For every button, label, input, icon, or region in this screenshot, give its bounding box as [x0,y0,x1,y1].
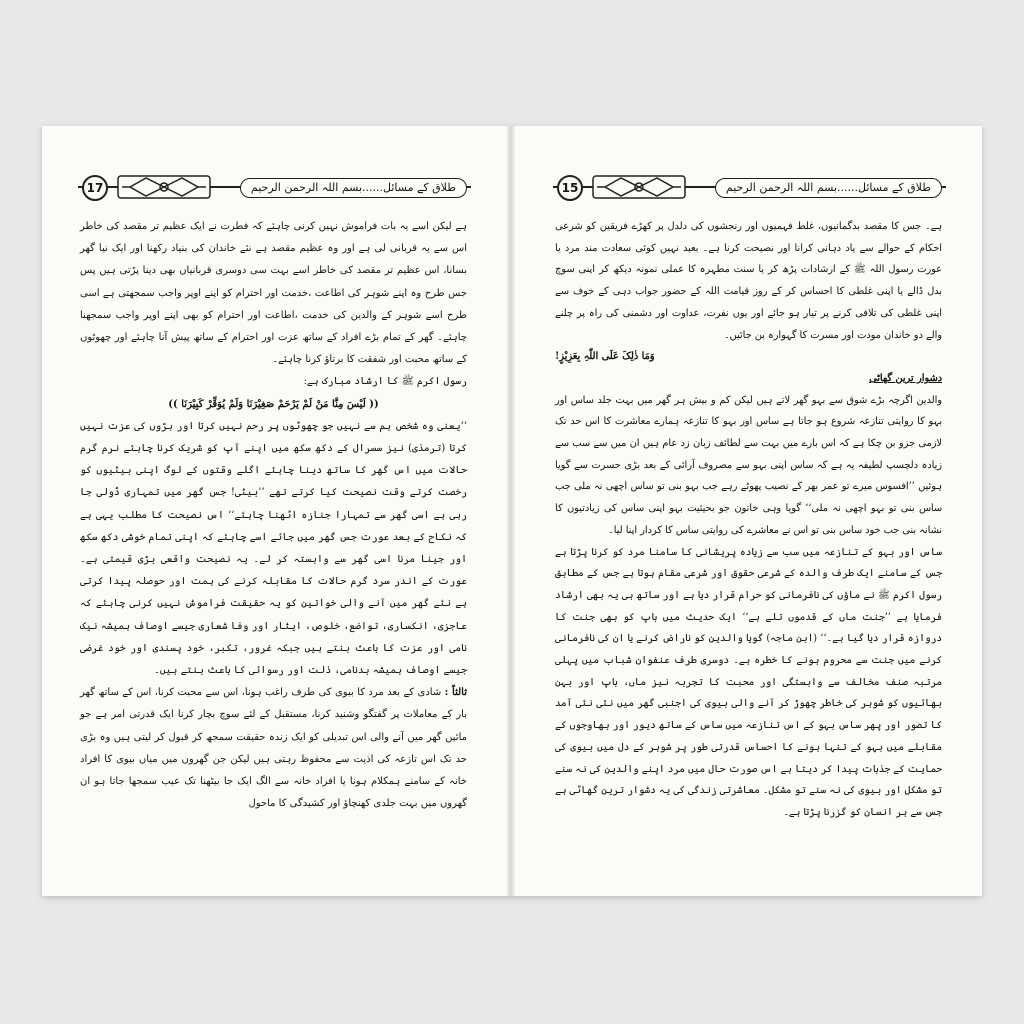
book-spread [42,126,982,896]
paragraph: ہے۔ جس کا مقصد بدگمانیوں، غلط فہمیوں اور رنجشوں کی دلدل پر کھڑے فریقین کو شرعی احکام کے حوالے سے یاد دہانی کرانا اور نصیحت کرنا ہے۔ بعید نہیں کوئی سعادت مند مرد یا عورت رسول اللہ ﷺ کے ارشادات پڑھ کر یا سنت مطہرہ کا عملی نمونہ دیکھ کر اپنی سوچ بدل ڈالے یا اپنی غلطی کا احساس کر کے روز قیامت اللہ کے حضور جواب دہی کے خوف سے اپنی غلطی کی تلافی کرنے پر تیار ہو جائے اور یوں نفرت، عداوت اور دشمنی کی راہ پر چلنے والے دو خاندان مودت اور مسرت کا گہوارہ بن جائیں۔ [555,221,942,341]
right-page [517,126,982,896]
page-header [553,172,946,204]
header-ornament-icon [110,172,218,202]
paragraph: والدین اگرچہ بڑے شوق سے بہو گھر لاتے ہیں لیکن کم و بیش ہر گھر میں بہت جلد ساس اور بہو کا روایتی تنازعہ شروع ہو جاتا ہے ساس اور بہو کا تنازعہ ہمارے معاشرت کا اس حد تک لازمی جزو بن چکا ہے کہ اس بارے میں بہت سے لطائف زبان زد عام ہیں ان میں سے سب سے زیادہ دلچسپ لطیفہ یہ ہے کہ ساس اپنی بہو سے مصروف آرائی کے بعد بڑی حسرت سے گویا ہوئیں ’’افسوس میرے تو عمر بھر کے نصیب پھوٹے رہے جب بہو بنی تو ساس اچھی نہ ملی جب ساس بنی تو بہو اچھی نہ ملی‘‘ گویا وہی خاتون جو بحیثیت بہو اپنی ساس کی زیادتیوں کا نشانہ بنی جب خود ساس بنی تو اس نے معاشرے کی روایتی ساس کا کردار اپنا لیا۔ [555,394,942,536]
section-paragraph [80,682,467,815]
header-title: طلاق کے مسائل......بسم اللہ الرحمن الرحیم [715,178,942,198]
paragraph: ہے لیکن اسے یہ بات فراموش نہیں کرنی چاہئے کہ فطرت نے ایک عظیم تر مقصد کی خاطر اس سے یہ قربانی لی ہے اور وہ عظیم مقصد ہے نئے خاندان کی بنیاد رکھنا اور ایک نیا گھر بسانا، اس عظیم تر مقصد کی خاطر اسے بہت سی دوسری قربانیاں بھی دینا پڑتی ہیں پس جس طرح وہ اپنے شوہر کی اطاعت ،خدمت اور احترام کو اپنے اوپر واجب سمجھتی ہے اسی طرح اسے شوہر کے والدین کی خدمت ،اطاعت اور احترام کو بھی اپنے اوپر واجب سمجھنا چاہئے۔ گھر کے تمام بڑے افراد کے ساتھ عزت اور احترام کے ساتھ پیش آنا چاہئے اور چھوٹوں کے ساتھ محبت اور شفقت کا برتاؤ کرنا چاہئے۔ [80,221,467,366]
left-page [42,126,507,896]
paragraph: ’’یعنی وہ شخص ہم سے نہیں جو چھوٹوں پر رحم نہیں کرتا اور بڑوں کی عزت نہیں کرتا (ترمذی) نیز سسرال کے دکھ سکھ میں اپنے آپ کو شریک کرنا چاہئے نرم گرم حالات میں اس گھر کا ساتھ دینا چاہئے اگلے وقتوں کے لوگ اپنی بیٹیوں کو رخصت کرتے وقت نصیحت کیا کرتے تھے ’’بیٹی! جس گھر میں تمہاری ڈولی جا رہی ہے اسی گھر سے تمہارا جنازہ اٹھنا چاہئے‘‘ اس نصیحت کا مطلب یہی ہے کہ نکاح کے بعد عورت جس گھر میں جائے اسے چاہئے کہ اپنی تمام خوشی دکھ سکھ اور جینا مرنا اسی گھر سے وابستہ کر لے۔ یہ نصیحت واقعی بڑی قیمتی ہے۔ عورت کے اندر سرد گرم حالات کا مقابلہ کرنے کی ہمت اور حوصلہ پیدا کرتی ہے نئے گھر میں آنے والی خواتین کو یہ حقیقت فراموش نہیں کرنی چاہئے کہ عاجزی، انکساری، تواضع، خلوص، ایثار اور وفا شعاری جیسے اوصاف ہمیشہ نیک نامی اور عزت کا باعث بنتے ہیں جبکہ غرور، تکبر، خود پسندی اور خود غرضی جیسے اوصاف ہمیشہ بدنامی، ذلت اور رسوائی کا باعث بنتے ہیں۔ [80,420,467,677]
arabic-hadith-quote: (( لَیْسَ مِنَّا مَنْ لَمْ یَرْحَمْ صَغِیْرَنَا وَلَمْ یُوَقِّرْ کَبِیْرَنَا )) [168,398,379,410]
header-ornament-icon [585,172,693,202]
page-number: 15 [557,175,583,201]
page-body [555,216,942,836]
paragraph: ساس اور بہو کے تنازعہ میں سب سے زیادہ پریشانی کا سامنا مرد کو کرنا پڑتا ہے جس کے سامنے ایک طرف والدہ کے شرعی حقوق اور شرعی مقام ہوتا ہے جس کے مطابق رسول اکرم ﷺ نے ماؤں کی نافرمانی کو حرام قرار دیا ہے اور ساتھ ہی یہ بھی ارشاد فرمایا ہے ’’جنت ماں کے قدموں تلے ہے‘‘ ایک حدیث میں باپ کو بھی جنت کا دروازہ قرار دیا گیا ہے۔‘‘ (ابن ماجہ) گویا والدین کو ناراض کرنے یا ان کی نافرمانی کرنے میں جنت سے محروم ہونے کا خطرہ ہے۔ دوسری طرف عنفوان شباب میں پہلی مرتبہ صنف مخالف سے وابستگی اور محبت کا تجربہ نیز ماں، باپ اور بہن بھائیوں کو شوہر کی خاطر چھوڑ کر آنے والی بیوی کی اجنبی گھر میں نئی نئی آمد کا تصور اور پھر ساس بہو کے اس تنازعہ میں ساس کے ساتھ دیور اور بھاوجوں کے مقابلے میں بہو کے تنہا ہونے کا احساس قدرتی طور پر شوہر کے دل میں بیوی کی حمایت کے جذبات پیدا کر دیتا ہے اس صورت حال میں مرد اپنے والدین کی نہ سنے تو مشکل اور بیوی کی نہ سنے تو مشکل۔ معاشرتی زندگی کی یہ دشوار ترین گھاٹی ہے جس سے ہر انسان کو گزرنا پڑتا ہے۔ [555,546,942,818]
quran-verse: وَمَا ذٰلِکَ عَلَی اللّٰہِ بِعَزِیْزٍ! [555,351,655,363]
book-spine [507,126,515,896]
header-title: طلاق کے مسائل......بسم اللہ الرحمن الرحیم [240,178,467,198]
paragraph: رسول اکرم ﷺ کا ارشاد مبارک ہے: [303,376,467,388]
section-heading: دشوار ترین گھاٹی [869,372,942,384]
page-number: 17 [82,175,108,201]
section-text: شادی کے بعد مرد کا بیوی کی طرف راغب ہونا، اس سے محبت کرنا، اس کے ساتھ گھر بار کے معاملات پر گفتگو وشنید کرنا، مستقبل کے لئے سوچ بچار کرنا ایک قدرتی امر ہے جو مائیں گھر میں آنے والی اس تبدیلی کو ایک زندہ حقیقت سمجھ کر قبول کر لیتی ہیں وہ بڑی حد تک اس تازعہ کی اذیت سے محفوظ رہتی ہیں لیکن جن گھروں میں میاں بیوی کا افراد خانہ کے سامنے ہمکلام ہونا یا افراد خانہ سے الگ ایک جا بیٹھنا تک عیب سمجھا جاتا ہو ان گھروں میں بہت جلدی کھنچاؤ اور کشیدگی کا ماحول [80,687,467,810]
page-body [80,216,467,836]
section-label: ثالثاً : [444,687,467,699]
page-header [78,172,471,204]
